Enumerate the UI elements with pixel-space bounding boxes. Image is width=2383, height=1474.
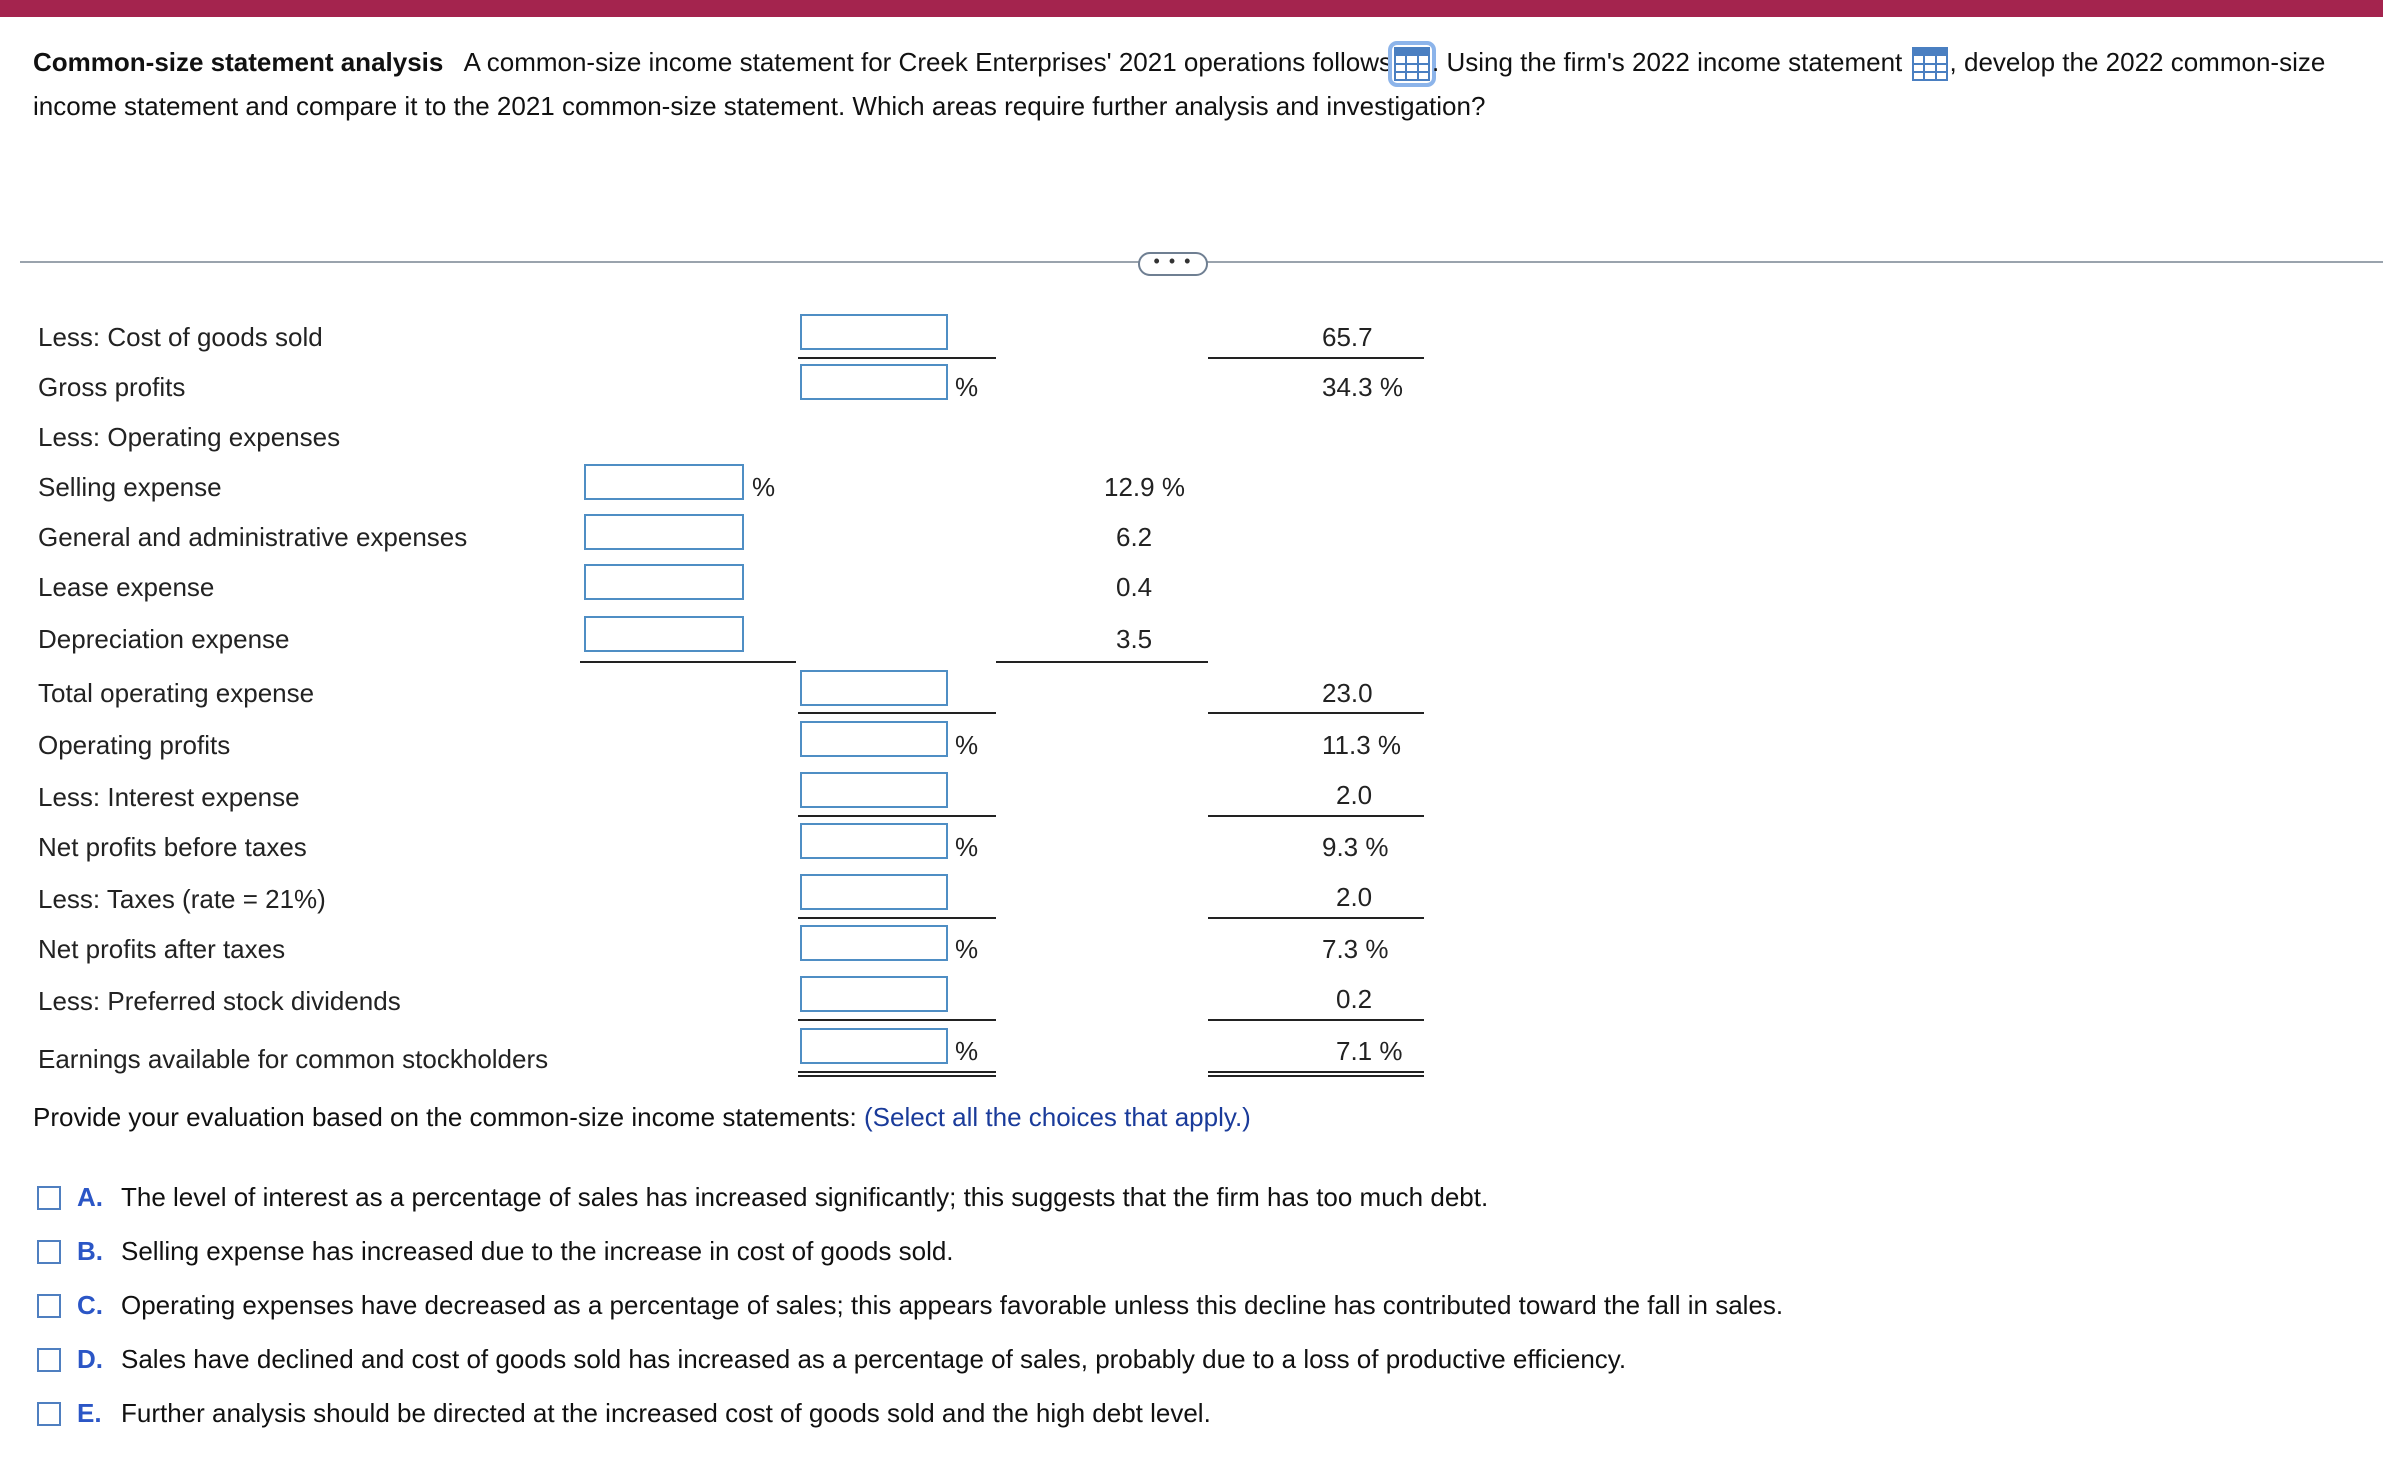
value-2021: 12.9 %	[1104, 472, 1185, 502]
checkbox[interactable]	[37, 1348, 61, 1372]
choice-letter: E.	[77, 1398, 102, 1428]
answer-input[interactable]	[800, 772, 948, 808]
expand-button[interactable]: • • •	[1138, 252, 1208, 276]
value-2021: 7.3 %	[1322, 934, 1389, 964]
value-2021: 11.3 %	[1322, 730, 1402, 760]
checkbox[interactable]	[37, 1402, 61, 1426]
row-label: General and administrative expenses	[38, 522, 468, 552]
value-2021: 0.2	[1336, 984, 1373, 1014]
row-label: Less: Interest expense	[38, 782, 300, 812]
row-label: Gross profits	[38, 372, 186, 402]
row-label: Earnings available for common stockholders	[38, 1044, 549, 1074]
value-2021: 34.3 %	[1322, 372, 1403, 402]
choice-text: Selling expense has increased due to the increase in cost of goods sold.	[121, 1236, 954, 1266]
answer-input[interactable]	[584, 616, 744, 652]
row-label: Less: Cost of goods sold	[38, 322, 323, 352]
double-underline	[1208, 1071, 1424, 1077]
prompt-text: Provide your evaluation based on the common-size income statements:	[33, 1102, 857, 1132]
percent-sign: %	[955, 730, 979, 760]
row-label: Depreciation expense	[38, 624, 290, 654]
answer-input[interactable]	[800, 1028, 948, 1064]
underline	[1208, 815, 1424, 817]
value-2021: 6.2	[1116, 522, 1153, 552]
checkbox[interactable]	[37, 1240, 61, 1264]
choice-letter: D.	[77, 1344, 103, 1374]
underline	[798, 815, 996, 817]
answer-input[interactable]	[800, 925, 948, 961]
answer-input[interactable]	[800, 874, 948, 910]
underline	[798, 712, 996, 714]
table-icon[interactable]	[1394, 47, 1430, 81]
problem-text-3: , develop the 2022 common-size income statement and compare it to the 2021 common-size statement. Which areas require further analysis and investigation?	[33, 47, 2326, 121]
row-label: Less: Preferred stock dividends	[38, 986, 401, 1016]
checkbox[interactable]	[37, 1186, 61, 1210]
choice-b[interactable]	[37, 1236, 954, 1267]
row-label: Less: Operating expenses	[38, 422, 341, 452]
choice-c[interactable]	[37, 1290, 1783, 1321]
prompt-hint: (Select all the choices that apply.)	[864, 1102, 1251, 1132]
row-label: Less: Taxes (rate = 21%)	[38, 884, 326, 914]
choice-text: Sales have declined and cost of goods sold has increased as a percentage of sales, probably due to a loss of productive efficiency.	[121, 1344, 1627, 1374]
problem-text-1: A common-size income statement for Creek Enterprises' 2021 operations follows	[463, 47, 1392, 77]
underline	[580, 661, 796, 663]
choice-d[interactable]	[37, 1344, 1626, 1375]
percent-sign: %	[955, 1036, 979, 1066]
answer-input[interactable]	[800, 364, 948, 400]
underline	[798, 1019, 996, 1021]
underline	[1208, 917, 1424, 919]
row-label: Selling expense	[38, 472, 222, 502]
evaluation-prompt	[33, 1102, 1251, 1133]
value-2021: 0.4	[1116, 572, 1153, 602]
value-2021: 2.0	[1336, 780, 1373, 810]
choice-text: The level of interest as a percentage of sales has increased significantly; this suggests that the firm has too much debt.	[121, 1182, 1489, 1212]
answer-input[interactable]	[800, 721, 948, 757]
answer-input[interactable]	[584, 514, 744, 550]
choice-text: Operating expenses have decreased as a percentage of sales; this appears favorable unless this decline has contributed toward the fall in sales.	[121, 1290, 1784, 1320]
choice-text: Further analysis should be directed at the increased cost of goods sold and the high debt level.	[121, 1398, 1211, 1428]
underline	[996, 661, 1208, 663]
choice-letter: C.	[77, 1290, 103, 1320]
answer-input[interactable]	[800, 823, 948, 859]
table-icon[interactable]	[1912, 47, 1948, 81]
row-label: Operating profits	[38, 730, 231, 760]
percent-sign: %	[752, 472, 776, 502]
choice-letter: B.	[77, 1236, 103, 1266]
value-2021: 2.0	[1336, 882, 1373, 912]
percent-sign: %	[955, 934, 979, 964]
choice-e[interactable]	[37, 1398, 1211, 1429]
underline	[1208, 1019, 1424, 1021]
percent-sign: %	[955, 832, 979, 862]
value-2021: 7.1 %	[1336, 1036, 1403, 1066]
underline	[1208, 357, 1424, 359]
choice-letter: A.	[77, 1182, 103, 1212]
row-label: Total operating expense	[38, 678, 315, 708]
answer-input[interactable]	[800, 314, 948, 350]
value-2021: 65.7	[1322, 322, 1373, 352]
problem-title: Common-size statement analysis	[33, 47, 444, 77]
value-2021: 9.3 %	[1322, 832, 1389, 862]
answer-input[interactable]	[800, 976, 948, 1012]
value-2021: 23.0	[1322, 678, 1373, 708]
row-label: Lease expense	[38, 572, 215, 602]
row-label: Net profits before taxes	[38, 832, 307, 862]
value-2021: 3.5	[1116, 624, 1153, 654]
choice-a[interactable]	[37, 1182, 1488, 1213]
underline	[798, 917, 996, 919]
problem-statement	[33, 40, 2363, 128]
underline	[1208, 712, 1424, 714]
row-label: Net profits after taxes	[38, 934, 286, 964]
percent-sign: %	[955, 372, 979, 402]
answer-input[interactable]	[584, 564, 744, 600]
underline	[798, 357, 996, 359]
top-accent-bar	[0, 0, 2383, 17]
double-underline	[798, 1071, 996, 1077]
problem-text-2: . Using the firm's 2022 income statement	[1432, 47, 1903, 77]
answer-input[interactable]	[800, 670, 948, 706]
checkbox[interactable]	[37, 1294, 61, 1318]
answer-input[interactable]	[584, 464, 744, 500]
